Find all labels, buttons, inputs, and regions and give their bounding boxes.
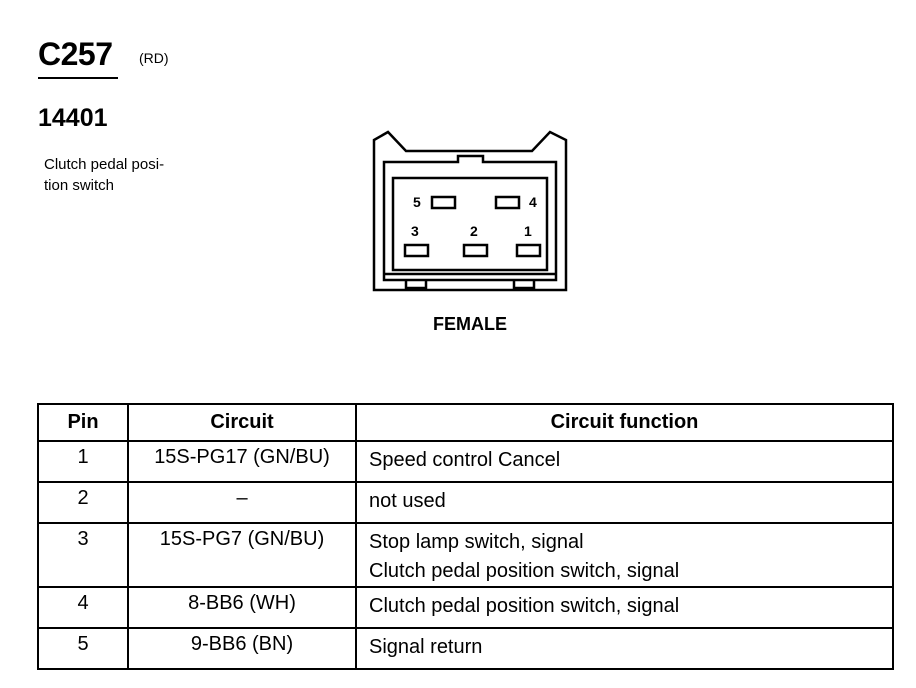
connector-id: C257 [38, 36, 113, 72]
pin-4-cavity [496, 197, 519, 208]
connector-face-diagram [368, 126, 578, 296]
header-circuit: Circuit [128, 404, 356, 441]
table-row [38, 441, 893, 482]
table-row [38, 587, 893, 628]
circuit-function-cell [356, 587, 893, 628]
connector-gender-label: FEMALE [433, 314, 507, 334]
circuit-function-line: Clutch pedal position switch, signal [369, 560, 680, 582]
pin-3-cavity [405, 245, 428, 256]
connector-inner-housing [384, 156, 556, 280]
header-circuit-function: Circuit function [356, 404, 893, 441]
circuit-function-line: Signal return [369, 636, 483, 658]
pin-2-cavity [464, 245, 487, 256]
component-description-line: Clutch pedal posi- [44, 156, 165, 173]
circuit-cell: 8-BB6 (WH) [128, 587, 356, 628]
pin-cell: 3 [38, 523, 128, 587]
pin-label-1: 1 [524, 223, 532, 239]
circuit-function-line: Clutch pedal position switch, signal [369, 595, 680, 617]
pin-label-5: 5 [413, 194, 421, 210]
pin-label-3: 3 [411, 223, 419, 239]
component-description-line: tion switch [44, 177, 115, 194]
pin-cell: 4 [38, 587, 128, 628]
circuit-cell: 9-BB6 (BN) [128, 628, 356, 669]
circuit-function-line: Speed control Cancel [369, 449, 561, 471]
connector-color: (RD) [139, 50, 169, 66]
header-pin: Pin [38, 404, 128, 441]
pin-label-4: 4 [529, 194, 537, 210]
table-row [38, 482, 893, 523]
pinout-table-body [38, 441, 893, 669]
pin-5-cavity [432, 197, 455, 208]
pin-cell: 2 [38, 482, 128, 523]
table-header-row [38, 404, 893, 441]
circuit-cell: 15S-PG17 (GN/BU) [128, 441, 356, 482]
connector-id-underline [38, 77, 118, 79]
table-row [38, 628, 893, 669]
pin-1-cavity [517, 245, 540, 256]
pin-cell: 1 [38, 441, 128, 482]
component-id: 14401 [38, 104, 108, 132]
circuit-cell: 15S-PG7 (GN/BU) [128, 523, 356, 587]
circuit-function-cell [356, 523, 893, 587]
circuit-cell: – [128, 482, 356, 523]
circuit-function-cell [356, 628, 893, 669]
pinout-table [37, 403, 894, 670]
pin-cell: 5 [38, 628, 128, 669]
circuit-function-line: Stop lamp switch, signal [369, 531, 584, 553]
table-row [38, 523, 893, 587]
component-description [44, 154, 194, 196]
circuit-function-cell [356, 482, 893, 523]
circuit-function-cell [356, 441, 893, 482]
pin-label-2: 2 [470, 223, 478, 239]
circuit-function-line: not used [369, 490, 446, 512]
